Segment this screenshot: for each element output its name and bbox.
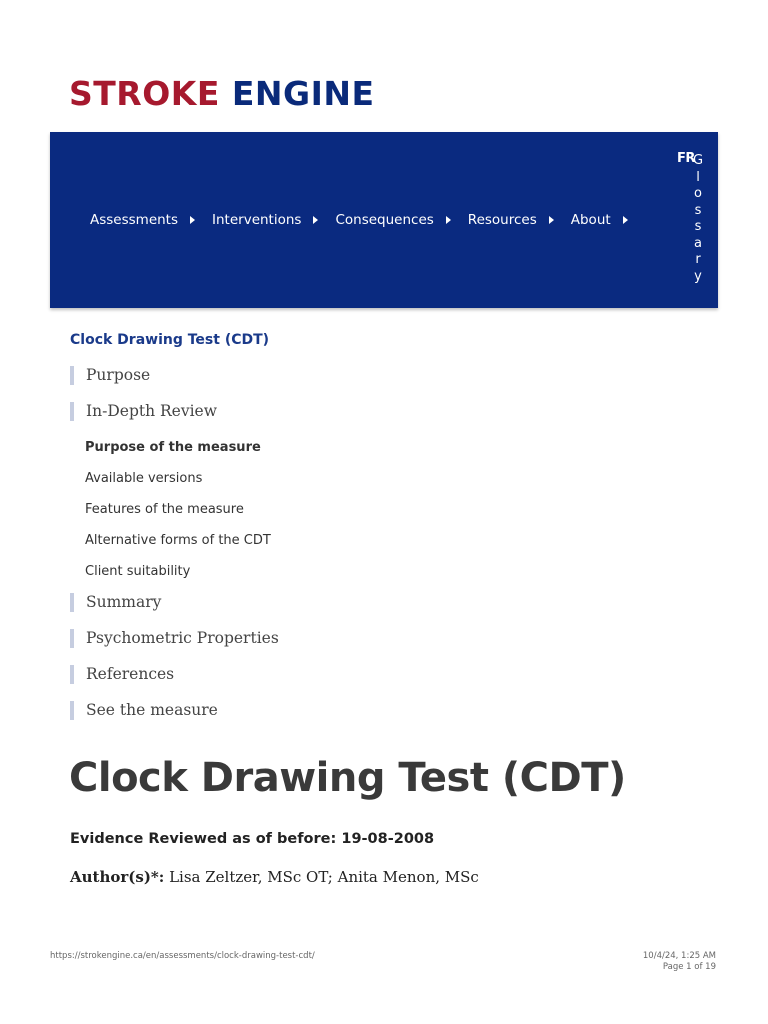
nav-label: Interventions (212, 212, 302, 228)
toc-link-purpose[interactable]: Purpose (70, 366, 150, 385)
authors-label: Author(s)*: (70, 868, 165, 886)
main-navigation (50, 132, 718, 308)
nav-item-resources[interactable] (468, 212, 554, 228)
glossary-link[interactable]: Glossary (693, 153, 704, 284)
toc-sublink-purpose-of-measure[interactable]: Purpose of the measure (85, 440, 261, 455)
nav-label: Resources (467, 212, 537, 228)
nav-item-interventions[interactable] (212, 212, 318, 228)
caret-right-icon (623, 216, 628, 224)
caret-right-icon (313, 216, 318, 224)
toc-link-see-the-measure[interactable]: See the measure (70, 701, 218, 720)
nav-label: About (570, 212, 611, 228)
authors-line (70, 868, 479, 886)
toc-link-in-depth-review[interactable]: In-Depth Review (70, 402, 217, 421)
logo-engine: ENGINE (231, 74, 375, 113)
toc-sublink-features[interactable]: Features of the measure (85, 502, 244, 517)
nav-item-consequences[interactable] (335, 212, 450, 228)
toc-sublink-available-versions[interactable]: Available versions (85, 471, 203, 486)
evidence-reviewed-date: Evidence Reviewed as of before: 19-08-2008 (70, 831, 435, 847)
caret-right-icon (190, 216, 195, 224)
site-logo[interactable] (69, 74, 375, 114)
nav-item-assessments[interactable] (90, 212, 195, 228)
nav-label: Assessments (90, 212, 179, 228)
footer-url: https://strokengine.ca/en/assessments/clock-drawing-test-cdt/ (50, 951, 315, 961)
authors-names: Lisa Zeltzer, MSc OT; Anita Menon, MSc (169, 868, 479, 886)
footer-page-number: Page 1 of 19 (662, 962, 716, 972)
footer-datetime: 10/4/24, 1:25 AM (642, 951, 716, 961)
page-title: Clock Drawing Test (CDT) (69, 755, 626, 801)
logo-stroke: STROKE (69, 74, 220, 113)
footer-print-info (643, 951, 716, 973)
nav-menu (90, 212, 645, 228)
toc-title[interactable]: Clock Drawing Test (CDT) (70, 332, 270, 348)
toc-link-psychometric-properties[interactable]: Psychometric Properties (70, 629, 279, 648)
toc-link-summary[interactable]: Summary (70, 593, 161, 612)
language-toggle-fr[interactable]: FR (677, 151, 695, 166)
caret-right-icon (549, 216, 554, 224)
caret-right-icon (446, 216, 451, 224)
toc-link-references[interactable]: References (70, 665, 174, 684)
toc-sublink-client-suitability[interactable]: Client suitability (85, 564, 191, 579)
toc-sublink-alternative-forms[interactable]: Alternative forms of the CDT (85, 533, 271, 548)
nav-label: Consequences (335, 212, 434, 228)
nav-item-about[interactable] (571, 212, 628, 228)
